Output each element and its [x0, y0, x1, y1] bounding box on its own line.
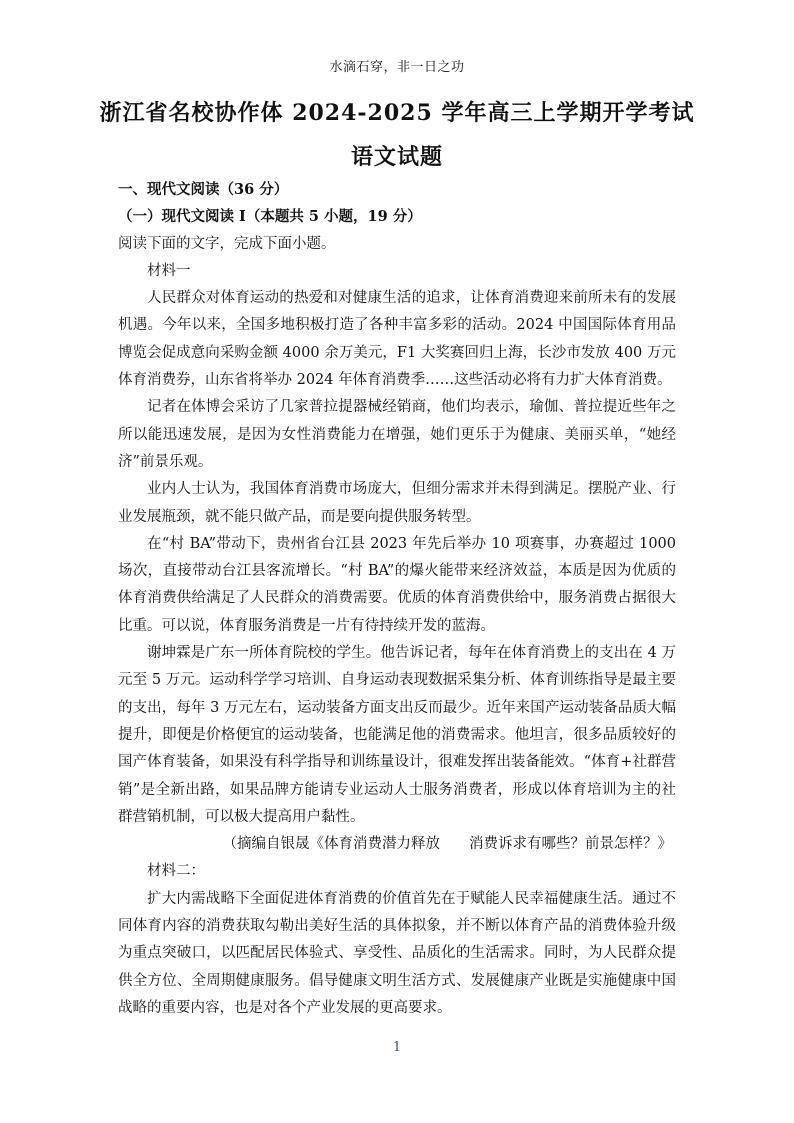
- material1-paragraph: 在“村 BA”带动下，贵州省台江县 2023 年先后举办 10 项赛事，办赛超过 1000 场次，直接带动台江县客流增长。“村 BA”的爆火能带来经济效益，本质是因为优质的体育消费供给满足了人民群众的消费需要。优质的体育消费供给中，服务消费占据很大比重。可以说，体育服务消费是一片有待持续开发的蓝海。: [118, 535, 676, 634]
- header-motto: 水滴石穿，非一日之功: [329, 60, 465, 75]
- material2-paragraph: 扩大内需战略下全面促进体育消费的价值首先在于赋能人民幸福健康生活。通过不同体育内容的消费获取勾勒出美好生活的具体拟象，并不断以体育产品的消费体验升级为重点突破口，以匹配居民体验式、享受性、品质化的生活需求。同时，为人民群众提供全方位、全周期健康服务。倡导健康文明生活方式、发展健康产业既是实施健康中国战略的重要内容，也是对各个产业发展的更高要求。: [118, 890, 676, 1016]
- material2-label: 材料二：: [147, 863, 205, 880]
- material1-paragraph: 业内人士认为，我国体育消费市场庞大，但细分需求并未得到满足。摆脱产业、行业发展瓶颈，就不能只做产品，而是要向提供服务转型。: [118, 481, 676, 525]
- material1-paragraph: 人民群众对体育运动的热爱和对健康生活的追求，让体育消费迎来前所未有的发展机遇。今年以来，全国多地积极打造了各种丰富多彩的活动。2024 中国国际体育用品博览会促成意向采购金额 4000 余万美元，F1 大奖赛回归上海，长沙市发放 400 万元体育消费券，山东省将举办 2024 年体育消费季……这些活动必将有力扩大体育消费。: [118, 290, 676, 389]
- section-heading: 一、现代文阅读（36 分）: [118, 181, 289, 198]
- page-number: 1: [392, 1040, 402, 1055]
- material1-label: 材料一: [147, 262, 191, 279]
- exam-subtitle: 语文试题: [350, 144, 443, 170]
- material1-paragraph: 记者在体博会采访了几家普拉提器械经销商，他们均表示，瑜伽、普拉提近些年之所以能迅速发展，是因为女性消费能力在增强，她们更乐于为健康、美丽买单，“她经济”前景乐观。: [118, 399, 676, 470]
- material1-source: （摘编自银晟《体育消费潜力释放 消费诉求有哪些？前景怎样？》: [222, 836, 672, 853]
- exam-title: 浙江省名校协作体 2024-2025 学年高三上学期开学考试: [99, 100, 695, 126]
- material1-paragraph: 谢坤霖是广东一所体育院校的学生。他告诉记者，每年在体育消费上的支出在 4 万元至 5 万元。运动科学学习培训、自身运动表现数据采集分析、体育训练指导是最主要的支出，每年 3 万元左右，运动装备方面支出反而最少。近年来国产运动装备品质大幅提升，即便是价格便宜的运动装备，也能满足他的消费需求。他坦言，很多品质较好的国产体育装备，如果没有科学指导和训练量设计，很难发挥出装备能效。“体育+社群营销”是全新出路，如果品牌方能请专业运动人士服务消费者，形成以体育培训为主的社群营销机制，可以极大提高用户黏性。: [118, 645, 676, 825]
- instruction-text: 阅读下面的文字，完成下面小题。: [118, 235, 336, 252]
- document-body: [118, 176, 676, 1022]
- subsection-heading: （一）现代文阅读 I（本题共 5 小题，19 分）: [118, 208, 422, 226]
